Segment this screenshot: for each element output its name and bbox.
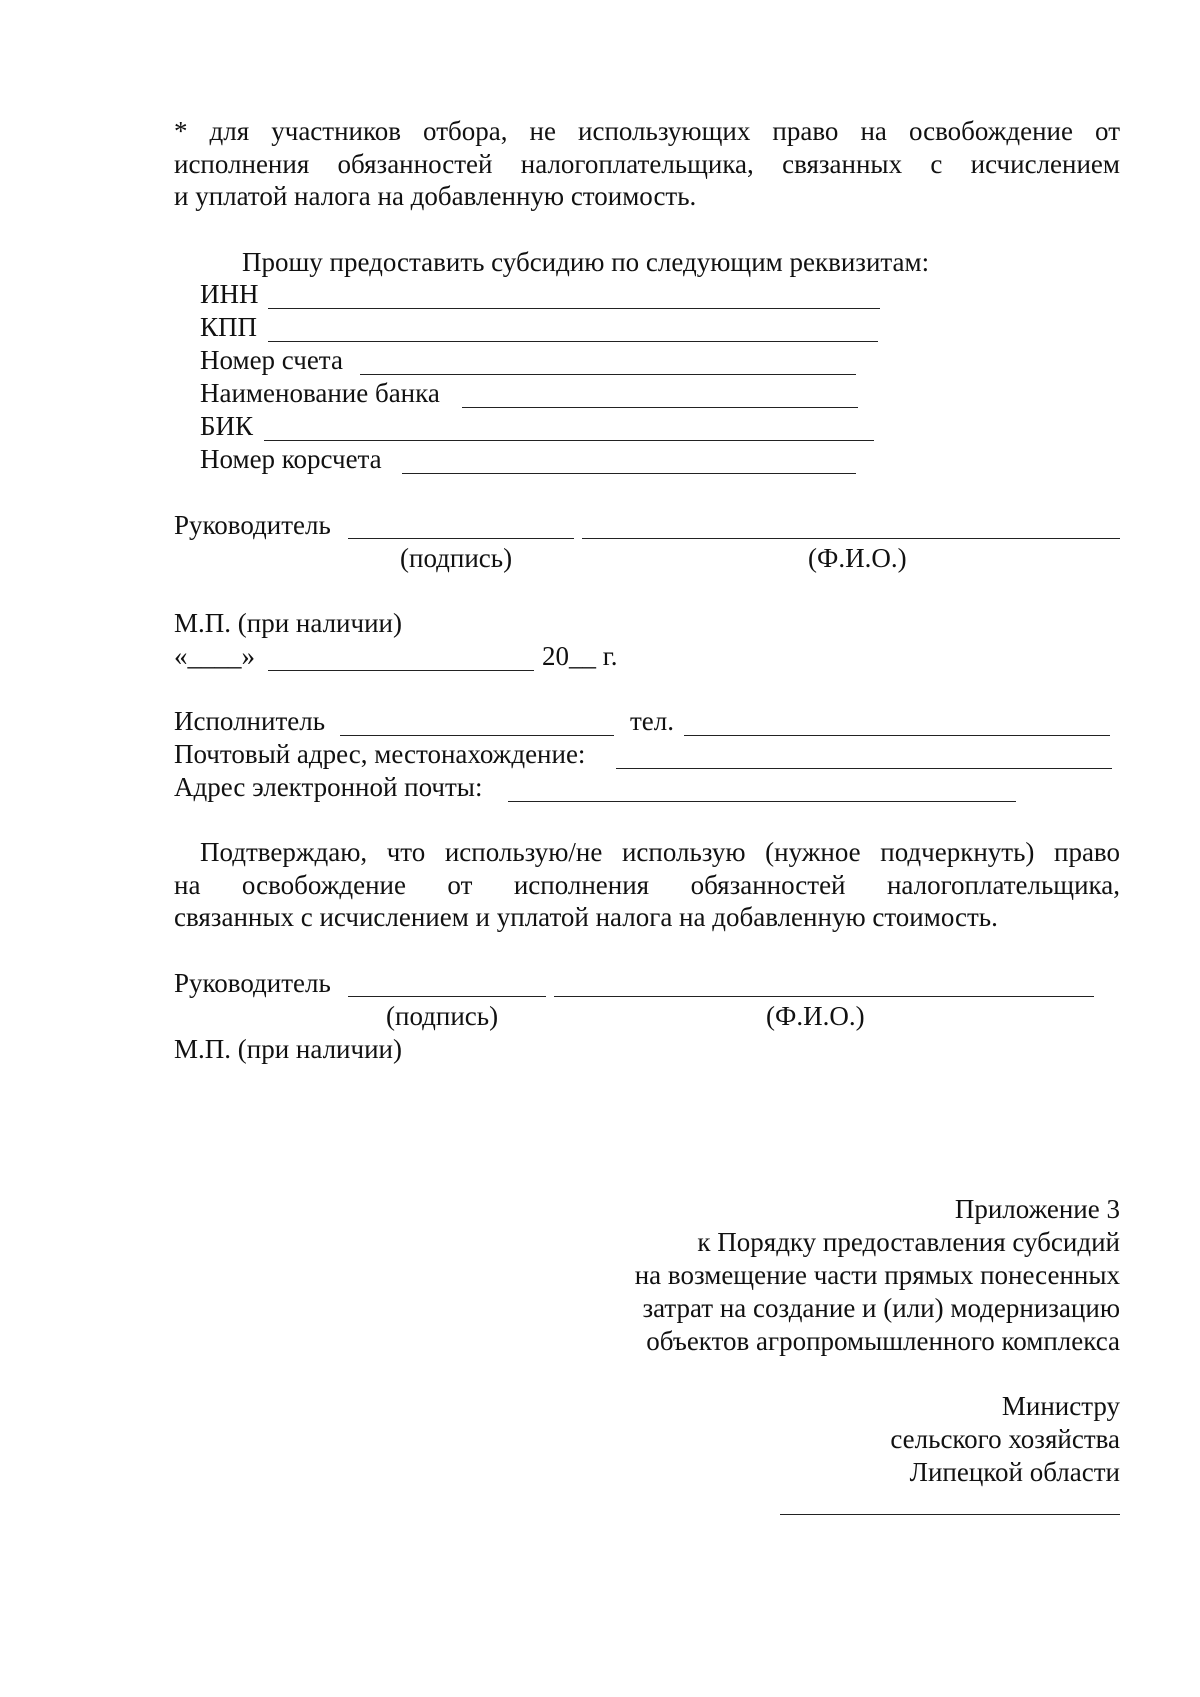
corr-account-field-line[interactable]: [402, 473, 856, 474]
kpp-label: КПП: [200, 312, 258, 342]
bik-field-line[interactable]: [264, 440, 874, 441]
corr-account-label: Номер корсчета: [200, 444, 382, 474]
signature2-sign-line[interactable]: [348, 996, 546, 997]
addressee-line-2: сельского хозяйства: [890, 1424, 1120, 1454]
stamp1-note: М.П. (при наличии): [174, 608, 402, 638]
signature1-fio-line[interactable]: [582, 538, 1120, 539]
signature2-fio-line[interactable]: [554, 996, 1094, 997]
footnote-line-1: * для участников отбора, не использующих право на освобождение от: [174, 116, 1120, 146]
footnote-line-2: исполнения обязанностей налогоплательщика, связанных с исчислением: [174, 148, 1120, 179]
email-label: Адрес электронной почты:: [174, 772, 483, 802]
signature1-sign-caption: (подпись): [400, 543, 513, 573]
appendix-line-2: к Порядку предоставления субсидий: [697, 1227, 1120, 1257]
signature2-sign-caption: (подпись): [386, 1001, 499, 1031]
executor-label: Исполнитель: [174, 706, 326, 736]
addressee-name-line[interactable]: [780, 1514, 1120, 1515]
signature2-fio-caption: (Ф.И.О.): [766, 1001, 865, 1031]
bik-label: БИК: [200, 411, 254, 441]
inn-label: ИНН: [200, 279, 259, 309]
addressee-line-3: Липецкой области: [909, 1457, 1120, 1487]
postal-label: Почтовый адрес, местонахождение:: [174, 739, 586, 769]
addressee-line-1: Министру: [1001, 1391, 1120, 1421]
appendix-line-4: затрат на создание и (или) модернизацию: [642, 1293, 1120, 1323]
appendix-line-5: объектов агропромышленного комплекса: [646, 1326, 1120, 1356]
date-year[interactable]: 20__ г.: [542, 641, 618, 671]
signature2-head: Руководитель: [174, 968, 331, 998]
appendix-line-1: Приложение 3: [954, 1194, 1120, 1224]
confirm-line-3: связанных с исчислением и уплатой налога на добавленную стоимость.: [174, 902, 998, 932]
phone-field-line[interactable]: [684, 735, 1110, 736]
signature1-head: Руководитель: [174, 510, 331, 540]
stamp2-note: М.П. (при наличии): [174, 1034, 402, 1064]
postal-field-line[interactable]: [616, 768, 1112, 769]
bank-label: Наименование банка: [200, 378, 440, 408]
signature1-fio-caption: (Ф.И.О.): [808, 543, 907, 573]
account-field-line[interactable]: [360, 374, 856, 375]
phone-label: тел.: [630, 706, 675, 736]
requisites-intro: Прошу предоставить субсидию по следующим реквизитам:: [242, 247, 930, 277]
kpp-field-line[interactable]: [268, 341, 878, 342]
signature1-sign-line[interactable]: [348, 538, 574, 539]
inn-field-line[interactable]: [268, 308, 880, 309]
date-day[interactable]: «____»: [174, 641, 255, 671]
executor-field-line[interactable]: [340, 735, 614, 736]
email-field-line[interactable]: [508, 801, 1016, 802]
appendix-line-3: на возмещение части прямых понесенных: [634, 1260, 1120, 1290]
confirm-line-1: Подтверждаю, что использую/не использую (нужное подчеркнуть) право: [200, 837, 1120, 867]
account-label: Номер счета: [200, 345, 343, 375]
bank-field-line[interactable]: [462, 407, 858, 408]
footnote-line-3: и уплатой налога на добавленную стоимость.: [174, 181, 697, 211]
date-month-line[interactable]: [268, 670, 534, 671]
confirm-line-2: на освобождение от исполнения обязанностей налогоплательщика,: [174, 869, 1120, 900]
